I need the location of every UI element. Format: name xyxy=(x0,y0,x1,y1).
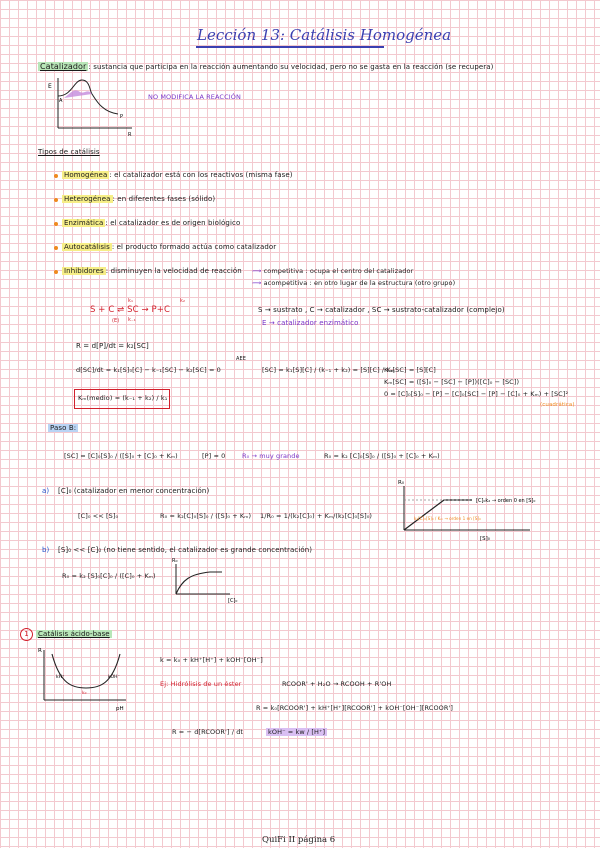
aee-label: AEE xyxy=(236,356,247,362)
mechanism-reaction: S + C ⇌ SC → P+C xyxy=(90,305,171,315)
rate-equation: R = d[P]/dt = k₂[SC] xyxy=(76,342,149,350)
caso-b-condition: [S]₀ << [C]₀ (no tiene sentido, el catalizador es grande concentración) xyxy=(58,546,313,554)
k2-label: k₂ xyxy=(180,298,186,304)
acido-base-ex-reaction: RCOOR' + H₂O → RCOOH + R'OH xyxy=(282,680,392,688)
r-axis-label: R xyxy=(128,132,132,138)
energy-diagram xyxy=(48,78,138,136)
tipos-heading: Tipos de catálisis xyxy=(38,148,100,156)
bullet xyxy=(54,222,58,226)
tipo-inhibidores: Inhibidores : disminuyen la velocidad de reacción xyxy=(64,267,242,275)
caso-a-r0: R₀ = k₂[C]₀[S]₀ / ([S]₀ + Kₘ) xyxy=(160,512,252,520)
tipo-heterogenea: Heterogénea : en diferentes fases (sólido) xyxy=(64,195,216,203)
curve-label-oh: kOH⁻ xyxy=(108,675,120,680)
paso-b-sc: [SC] = [C]₀[S]₀ / ([S]₀ + [C]₀ + Kₘ) xyxy=(64,452,178,460)
acido-base-heading: Catálisis ácido-base xyxy=(38,630,110,638)
caso-a-inverse: 1/R₀ = 1/(k₂[C]₀) + Kₘ/(k₂[C]₀[S]₀) xyxy=(260,512,373,520)
acido-base-kw: kOH⁻ = kw / [H⁺] xyxy=(268,728,326,736)
catalizador-definition xyxy=(38,62,494,71)
e-under-c: (E) xyxy=(112,318,120,324)
caso-a-graph-y: R₀ xyxy=(398,480,405,486)
tipo-enzimatica: Enzimática : el catalizador es de origen biológico xyxy=(64,219,241,227)
section-number: 1 xyxy=(20,628,33,641)
bullet xyxy=(54,246,58,250)
paso-b-r0-arrow: R₀ → muy grande xyxy=(242,452,300,460)
tipo-homogenea: Homogénea : el catalizador está con los reactivos (misma fase) xyxy=(64,171,293,179)
paso-b-r0: R₀ = k₂ [C]₀[S]₀ / ([S]₀ + [C]₀ + Kₘ) xyxy=(324,452,440,460)
acido-base-ex-label: Ej: Hidrólisis de un éster xyxy=(160,680,242,688)
caso-a-slope: k₂[C]₀[S]₀ / Kₘ → orden 1 en [S]₀ xyxy=(414,516,481,521)
acido-base-r-eq: R = k₀[RCOOR'] + kH⁺[H⁺][RCOOR'] + kOH⁻[OH⁻][RCOOR'] xyxy=(256,704,454,712)
caso-a-graph-x: [S]₀ xyxy=(480,536,490,542)
k1-label: k₁ xyxy=(128,298,134,304)
bullet xyxy=(54,174,58,178)
bullet xyxy=(54,270,58,274)
steady-state-equation: d[SC]/dt = k₁[S]₀[C] − k₋₁[SC] − k₂[SC] = 0 xyxy=(76,366,221,374)
km-sc: Kₘ[SC] = [S][C] xyxy=(384,366,436,374)
km-sc-expanded: Kₘ[SC] = ([S]₀ − [SC] − [P])([C]₀ − [SC]) xyxy=(384,378,520,386)
no-modifica-note: NO MODIFICA LA REACCIÓN xyxy=(148,93,241,101)
a-label: A xyxy=(59,98,63,104)
paso-b-heading: Paso B: xyxy=(50,424,77,432)
paso-b-p-zero: [P] ≈ 0 xyxy=(202,452,226,460)
inhibidor-acompetitiva: ⟿ acompetitiva : en otro lugar de la estructura (otro grupo) xyxy=(252,279,456,287)
acido-base-graph xyxy=(36,648,136,712)
catalizador-text: : sustancia que participa en la reacción aumentando su velocidad, pero no se gasta en la reacción (se recupera) xyxy=(88,63,494,71)
caso-b-r0: R₀ = k₂ [S]₀[C]₀ / ([C]₀ + Kₘ) xyxy=(62,572,156,580)
mechanism-legend-2: E → catalizador enzimático xyxy=(262,319,359,327)
km-definition: Kₘ(medio) = (k₋₁ + k₂) / k₁ xyxy=(78,394,168,402)
caso-a-plateau: [C]₀k₂ → orden 0 en [S]₀ xyxy=(476,498,536,504)
catalizador-term: Catalizador xyxy=(40,62,87,71)
page-title: Lección 13: Catálisis Homogénea xyxy=(197,26,452,44)
acido-base-r-def: R = − d[RCOOR'] / dt xyxy=(172,728,244,736)
sc-expression: [SC] = k₁[S][C] / (k₋₁ + k₂) = [S][C] / Kₘ xyxy=(262,366,395,374)
title-underline xyxy=(196,46,384,48)
caso-b-graph-x: [C]₀ xyxy=(228,598,238,604)
acido-base-graph-y: R xyxy=(38,648,42,654)
inhibidor-competitiva: ⟿ competitiva : ocupa el centro del catalizador xyxy=(252,267,414,275)
caso-a-label: a) xyxy=(42,487,50,495)
caso-b-graph xyxy=(170,558,250,606)
caso-a-ineq: [C]₀ << [S]₀ xyxy=(78,512,119,520)
tipo-autocatalisis: Autocatálisis : el producto formado actúa como catalizador xyxy=(64,243,277,251)
page-footer: QuiFi II página 6 xyxy=(262,835,336,845)
bullet xyxy=(54,198,58,202)
k-1-label: k₋₁ xyxy=(128,317,136,323)
mechanism-legend-1: S → sustrato , C → catalizador , SC → sustrato-catalizador (complejo) xyxy=(258,306,505,314)
quadratic-note: (cuadrática) xyxy=(540,402,575,408)
acido-base-graph-x: pH xyxy=(116,706,124,712)
energy-axis-label: E xyxy=(48,83,52,90)
caso-a-graph xyxy=(398,480,540,542)
caso-b-label: b) xyxy=(42,546,50,554)
curve-label-h: kH⁺ xyxy=(56,675,65,680)
caso-b-graph-y: R₀ xyxy=(172,558,178,564)
p-label: P xyxy=(120,114,124,120)
acido-base-k-eq: k = k₀ + kH⁺[H⁺] + kOH⁻[OH⁻] xyxy=(160,656,263,664)
curve-label-0: k₀ xyxy=(82,691,87,696)
quadratic-equation: 0 = [C]₀[S]₀ − [P] − [C]₀[SC] − [P] − [C]₀ + Kₘ) + [SC]² xyxy=(384,390,569,398)
caso-a-condition: [C]₀ (catalizador en menor concentración) xyxy=(58,487,210,495)
